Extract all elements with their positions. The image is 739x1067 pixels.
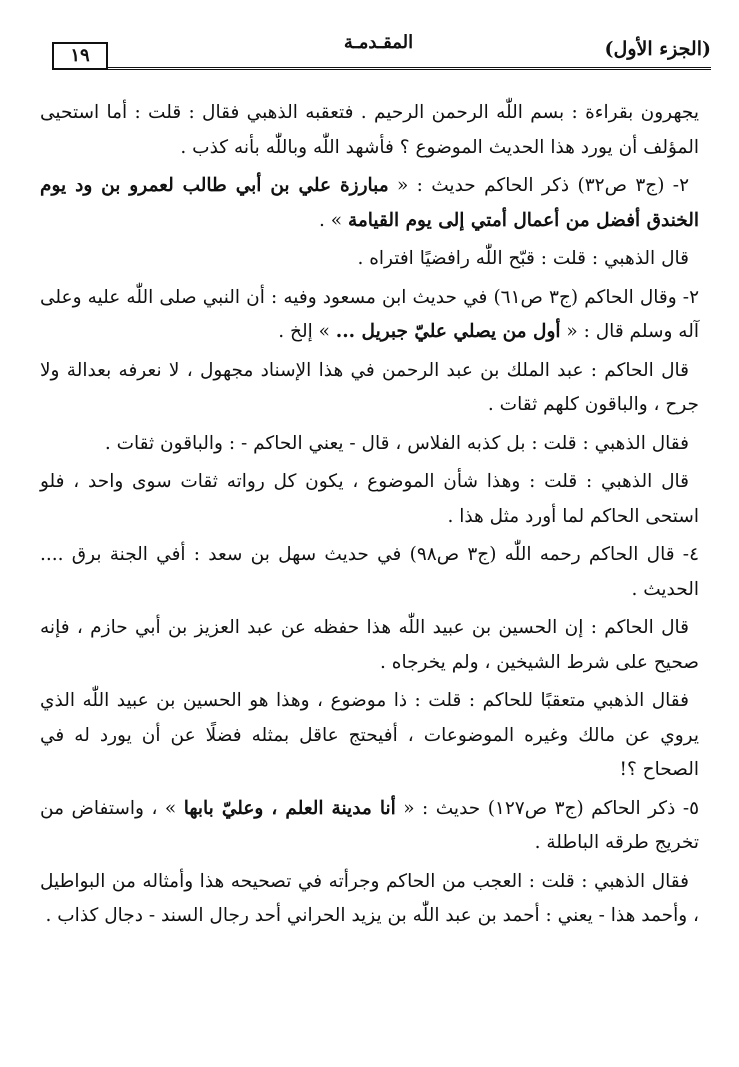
paragraph-dhahabi-comment: فقال الذهبي : قلت : العجب من الحاكم وجرأته في تصحيحه هذا وأمثاله من البواطيل ، وأحمد هذا - يعني : أحمد بن عبد اللّٰه بن يزيد الحراني أحد رجال السند - دجال كذاب . (40, 870, 699, 926)
page-number: ١٩ (52, 42, 108, 70)
header-rule (108, 67, 711, 70)
paragraph-text: » ، واستفاض من تخريج طرقه الباطلة . (40, 797, 699, 853)
hadith-quote: أنا مدينة العلم ، وعليّ بابها (183, 797, 396, 819)
paragraph-dhahabi-comment: فقال الذهبي متعقبًا للحاكم : قلت : ذا موضوع ، وهذا هو الحسين بن عبيد اللّٰه الذي يروي عن مالك وغيره الموضوعات ، أفيحتج عاقل بمثله فضلًا عن أن يورد له في الصحاح ؟! (40, 690, 699, 780)
page-header (46, 30, 711, 74)
paragraph-text: » . (319, 209, 348, 231)
paragraph-text: ٢- (ج٣ ص٣٢) ذكر الحاكم حديث : « (388, 175, 689, 196)
paragraph-continuation: يجهرون بقراءة : بسم اللّٰه الرحمن الرحيم . فتعقبه الذهبي فقال : قلت : أما استحيى المؤلف أن يورد هذا الحديث الموضوع ؟ فأشهد اللّٰه وباللّٰه بأنه كذب . (40, 102, 699, 158)
paragraph-dhahabi-comment: فقال الذهبي : قلت : بل كذبه الفلاس ، قال - يعني الحاكم - : والباقون ثقات . (104, 432, 689, 454)
paragraph-item-2-hadith (40, 169, 699, 238)
paragraph-item-3-hadith (40, 281, 699, 350)
volume-label: (الجزء الأول) (604, 38, 711, 60)
paragraph-hakim-comment: قال الحاكم : إن الحسين بن عبيد اللّٰه هذا حفظه عن عبد العزيز بن أبي حازم ، فإنه صحيح على شرط الشيخين ، ولم يخرجاه . (40, 617, 699, 673)
section-title: المقـدمـة (343, 32, 414, 53)
hadith-quote: أول من يصلي عليّ جبريل ... (335, 321, 561, 342)
paragraph-item-5-hadith (40, 792, 699, 861)
paragraph-dhahabi-comment: قال الذهبي : قلت : قبّح اللّٰه رافضيًا افتراه . (357, 248, 689, 269)
paragraph-text: ٢- وقال الحاكم (ج٣ ص٦١) في حديث ابن مسعود وفيه : أن النبي صلى اللّٰه عليه وعلى آله وسلم قال : « (40, 286, 699, 342)
paragraph-text: ٥- ذكر الحاكم (ج٣ ص١٢٧) حديث : « (395, 797, 700, 819)
paragraph-dhahabi-comment: قال الذهبي : قلت : وهذا شأن الموضوع ، يكون كل رواته ثقات سوى واحد ، فلو استحى الحاكم لما أورد مثل هذا . (40, 471, 699, 527)
hadith-quote: مبارزة علي بن أبي طالب لعمرو بن ود يوم الخندق أفضل من أعمال أمتي إلى يوم القيامة (40, 175, 699, 231)
paragraph-item-4-hadith: ٤- قال الحاكم رحمه اللّٰه (ج٣ ص٩٨) في حديث سهل بن سعد : أفي الجنة برق .... الحديث . (40, 544, 699, 600)
page-body (40, 96, 699, 938)
paragraph-hakim-comment: قال الحاكم : عبد الملك بن عبد الرحمن في هذا الإسناد مجهول ، لا نعرفه بعدالة ولا جرح ، والباقون كلهم ثقات . (40, 359, 699, 415)
paragraph-text: » إلخ . (278, 321, 336, 342)
